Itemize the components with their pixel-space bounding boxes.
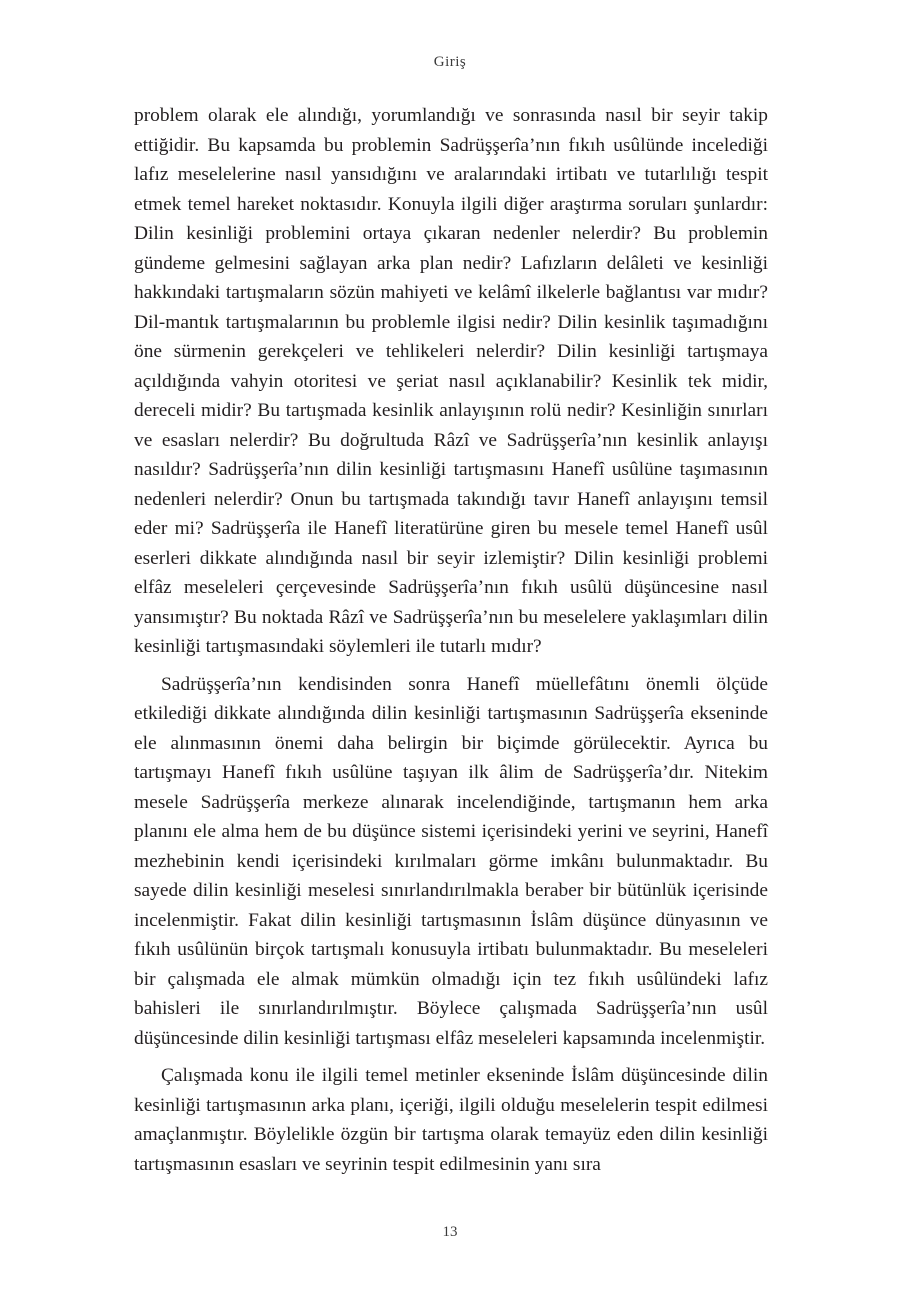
paragraph: Çalışmada konu ile ilgili temel metinler ekseninde İslâm düşüncesinde dilin kesinliği tartışmasının arka planı, içeriği, ilgili olduğu meselelerin tespit edilmesi amaçlanmıştır. Böylelikle özgün bir tartışma olarak temayüz eden dilin kesinliği tartışmasının esasları ve seyrinin tespit edilmesinin yanı sıra — [134, 1065, 768, 1175]
paragraph-continued: problem olarak ele alındığı, yorumlandığı ve sonrasında nasıl bir seyir takip ettiğidir. Bu kapsamda bu problemin Sadrüşşerîa’nın fıkıh usûlünde incelediği lafız meselelerine nasıl yansıdığını ve aralarındaki irtibatı ve tutarlılığı tespit etmek temel hareket noktasıdır. Konuyla ilgili diğer araştırma soruları şunlardır: Dilin kesinliği problemini ortaya çıkaran nedenler nelerdir? Bu problemin gündeme gelmesini sağlayan arka plan nedir? Lafızların delâleti ve kesinliği hakkındaki tartışmaların sözün mahiyeti ve kelâmî ilkelerle bağlantısı var mıdır? Dil-mantık tartışmalarının bu problemle ilgisi nedir? Dilin kesinlik taşımadığını öne sürmenin gerekçeleri ve tehlikeleri nelerdir? Dilin kesinliği tartışmaya açıldığında vahyin otoritesi ve şeriat nasıl açıklanabilir? Kesinlik tek midir, dereceli midir? Bu tartışmada kesinlik anlayışının rolü nedir? Kesinliğin sınırları ve esasları nelerdir? Bu doğrultuda Râzî ve Sadrüşşerîa’nın kesinlik anlayışı nasıldır? Sadrüşşerîa’nın dilin kesinliği tartışmasını Hanefî usûlüne taşımasının nedenleri nelerdir? Onun bu tartışmada takındığı tavır Hanefî anlayışını temsil eder mi? Sadrüşşerîa ile Hanefî literatürüne giren bu mesele temel Hanefî usûl eserleri dikkate alındığında nasıl bir seyir izlemiştir? Dilin kesinliği problemi elfâz meseleleri çerçevesinde Sadrüşşerîa’nın fıkıh usûlü düşüncesine nasıl yansımıştır? Bu noktada Râzî ve Sadrüşşerîa’nın bu meselelere yaklaşımları dilin kesinliği tartışmasındaki söylemleri ile tutarlı mıdır? — [134, 105, 768, 657]
page-number: 13 — [442, 1224, 458, 1240]
running-head: Giriş — [433, 54, 467, 70]
paragraph: Sadrüşşerîa’nın kendisinden sonra Hanefî müellefâtını önemli ölçüde etkilediği dikkate alındığında dilin kesinliği tartışmasının Sadrüşşerîa ekseninde ele alınmasının önemi daha belirgin bir biçimde görülecektir. Ayrıca bu tartışmayı Hanefî fıkıh usûlüne taşıyan ilk âlim de Sadrüşşerîa’dır. Nitekim mesele Sadrüşşerîa merkeze alınarak incelendiğinde, tartışmanın hem arka planını ele alma hem de bu düşünce sistemi içerisindeki yerini ve seyrini, Hanefî mezhebinin kendi içerisindeki kırılmaları görme imkânı bulunmaktadır. Bu sayede dilin kesinliği meselesi sınırlandırılmakla beraber bir bütünlük içerisinde incelenmiştir. Fakat dilin kesinliği tartışmasının İslâm düşünce dünyasının ve fıkıh usûlünün birçok tartışmalı konusuyla irtibatı bulunmaktadır. Bu meseleleri bir çalışmada ele almak mümkün olmadığı için tez fıkıh usûlündeki lafız bahisleri ile sınırlandırılmıştır. Böylece çalışmada Sadrüşşerîa’nın usûl düşüncesinde dilin kesinliği tartışması elfâz meseleleri kapsamında incelenmiştir. — [134, 673, 768, 1049]
body-text — [134, 101, 768, 1179]
